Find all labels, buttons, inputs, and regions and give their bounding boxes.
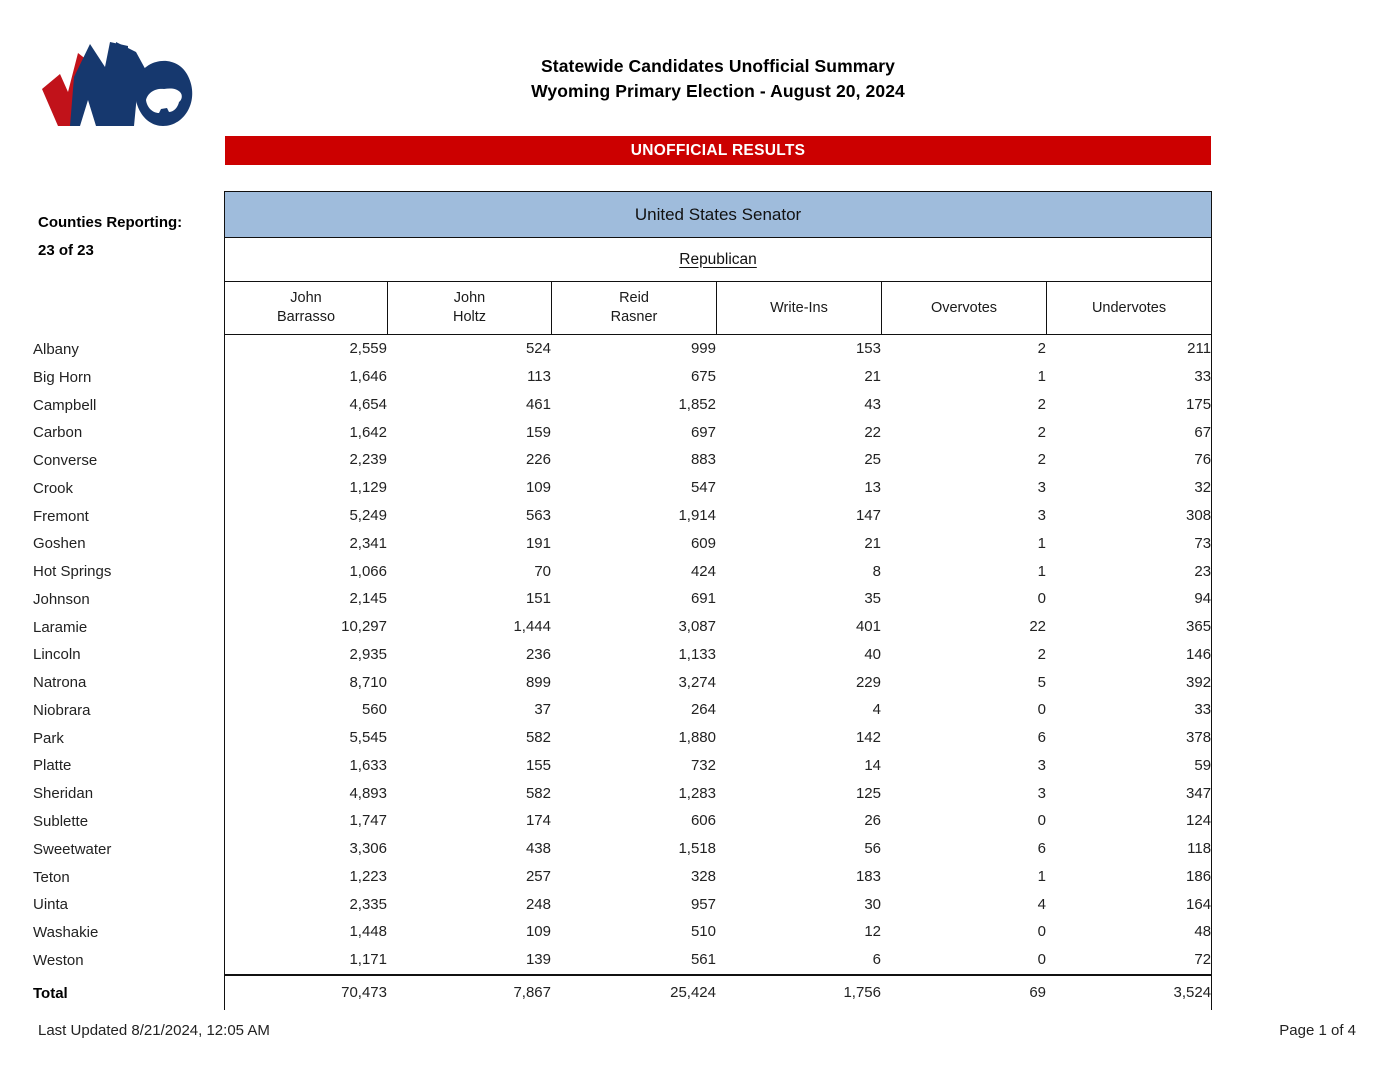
county-name: Laramie — [33, 618, 88, 636]
vote-count-cell: 23 — [1047, 557, 1212, 585]
vote-count-cell: 510 — [690, 923, 716, 941]
county-name: Teton — [33, 868, 70, 886]
vote-count-cell: 73 — [1047, 529, 1212, 557]
county-name: Hot Springs — [33, 563, 112, 581]
vote-count-cell: 424 — [690, 562, 716, 580]
column-header-line-1: John — [290, 290, 322, 306]
column-header-line-1: Write-Ins — [770, 299, 828, 316]
office-header-row — [225, 192, 1212, 238]
vote-count-cell: 1 — [1037, 867, 1046, 885]
vote-count-cell: 883 — [690, 451, 716, 469]
unofficial-results-banner: UNOFFICIAL RESULTS — [225, 136, 1211, 165]
vote-count-cell: 21 — [864, 534, 881, 552]
vote-count-cell: 8 — [872, 562, 881, 580]
vote-count-cell: 609 — [690, 534, 716, 552]
vote-count-cell: 3,274 — [678, 673, 716, 691]
vote-count-cell: 401 — [855, 618, 881, 636]
vote-count-cell: 697 — [690, 423, 716, 441]
vote-count-cell: 226 — [525, 451, 551, 469]
county-name: Carbon — [33, 424, 83, 442]
table-row — [225, 918, 1212, 946]
vote-count-cell: 35 — [864, 590, 881, 608]
county-name: Crook — [33, 479, 74, 497]
vote-count-cell: 2,239 — [225, 446, 388, 474]
vote-count-cell: 378 — [1047, 724, 1212, 752]
vote-count-cell: 0 — [1037, 812, 1046, 830]
vote-count-cell: 2 — [1037, 451, 1046, 469]
table-row — [225, 585, 1212, 613]
vote-count-cell: 1 — [1037, 562, 1046, 580]
total-row — [225, 975, 1212, 1010]
total-value-cell: 3,524 — [1047, 975, 1212, 1010]
vote-count-cell: 33 — [1047, 696, 1212, 724]
table-row — [225, 890, 1212, 918]
page-title — [224, 54, 1212, 104]
table-row — [225, 557, 1212, 585]
vote-count-cell: 2,559 — [225, 335, 388, 363]
county-name: Fremont — [33, 507, 89, 525]
office-title: United States Senator — [225, 192, 1212, 238]
vote-count-cell: 3 — [1037, 756, 1046, 774]
vote-count-cell: 153 — [855, 340, 881, 358]
table-row — [225, 613, 1212, 641]
vote-count-cell: 0 — [1037, 923, 1046, 941]
vote-count-cell: 461 — [525, 395, 551, 413]
column-header-4 — [717, 282, 882, 335]
table-row — [225, 807, 1212, 835]
vote-count-cell: 139 — [525, 951, 551, 969]
title-line-1: Statewide Candidates Unofficial Summary — [541, 56, 895, 76]
column-header-line-1: Overvotes — [930, 299, 998, 316]
vote-count-cell: 5,545 — [225, 724, 388, 752]
counties-reporting — [38, 209, 182, 265]
vote-count-cell: 6 — [872, 951, 881, 969]
vote-count-cell: 606 — [690, 812, 716, 830]
counties-reporting-value: 23 of 23 — [38, 242, 94, 259]
table-row — [225, 863, 1212, 891]
vote-count-cell: 2 — [1037, 395, 1046, 413]
vote-count-cell: 118 — [1047, 835, 1212, 863]
vote-count-cell: 2 — [1037, 340, 1046, 358]
vote-count-cell: 12 — [864, 923, 881, 941]
column-header-5 — [882, 282, 1047, 335]
vote-count-cell: 264 — [690, 701, 716, 719]
vote-count-cell: 547 — [690, 479, 716, 497]
vote-count-cell: 67 — [1047, 418, 1212, 446]
vote-count-cell: 347 — [1047, 779, 1212, 807]
vote-count-cell: 22 — [1029, 618, 1046, 636]
vote-count-cell: 186 — [1047, 863, 1212, 891]
county-name: Sublette — [33, 813, 89, 831]
vote-count-cell: 33 — [1047, 363, 1212, 391]
vote-count-cell: 175 — [1047, 391, 1212, 419]
table-row — [225, 724, 1212, 752]
vote-count-cell: 1,066 — [225, 557, 388, 585]
vote-count-cell: 582 — [525, 784, 551, 802]
column-header-line-2: Holtz — [452, 309, 487, 325]
vote-count-cell: 183 — [855, 867, 881, 885]
vote-count-cell: 2,935 — [225, 640, 388, 668]
vote-count-cell: 2 — [1037, 645, 1046, 663]
vote-count-cell: 30 — [864, 895, 881, 913]
vote-count-cell: 563 — [525, 506, 551, 524]
vote-count-cell: 229 — [855, 673, 881, 691]
total-value-cell: 69 — [882, 975, 1047, 1010]
vote-count-cell: 4 — [1037, 895, 1046, 913]
vote-count-cell: 0 — [1037, 701, 1046, 719]
table-row — [225, 668, 1212, 696]
vote-count-cell: 0 — [1037, 951, 1046, 969]
vote-count-cell: 1,129 — [225, 474, 388, 502]
vote-count-cell: 236 — [525, 645, 551, 663]
party-header-row — [225, 238, 1212, 282]
vote-count-cell: 1,747 — [225, 807, 388, 835]
vote-count-cell: 3 — [1037, 506, 1046, 524]
vote-count-cell: 113 — [527, 368, 551, 386]
county-name: Natrona — [33, 674, 87, 692]
county-name: Sheridan — [33, 785, 94, 803]
vote-count-cell: 146 — [1047, 640, 1212, 668]
vote-count-cell: 1,914 — [678, 506, 716, 524]
vote-count-cell: 308 — [1047, 502, 1212, 530]
county-name: Goshen — [33, 535, 86, 553]
vote-count-cell: 155 — [525, 756, 551, 774]
vote-count-cell: 392 — [1047, 668, 1212, 696]
county-name: Lincoln — [33, 646, 81, 664]
vote-count-cell: 1,880 — [678, 729, 716, 747]
vote-count-cell: 125 — [855, 784, 881, 802]
vote-count-cell: 22 — [864, 423, 881, 441]
vote-count-cell: 2,145 — [225, 585, 388, 613]
column-header-line-1: John — [453, 290, 486, 306]
table-row — [225, 335, 1212, 363]
table-row — [225, 363, 1212, 391]
vote-count-cell: 691 — [690, 590, 716, 608]
page-indicator: Page 1 of 4 — [1279, 1022, 1356, 1039]
vote-count-cell: 1,852 — [678, 395, 716, 413]
vote-count-cell: 48 — [1047, 918, 1212, 946]
vote-count-cell: 1,444 — [513, 618, 551, 636]
vote-count-cell: 732 — [690, 756, 716, 774]
vote-count-cell: 248 — [525, 895, 551, 913]
vote-count-cell: 1,171 — [225, 946, 388, 975]
vote-count-cell: 3,306 — [225, 835, 388, 863]
vote-count-cell: 32 — [1047, 474, 1212, 502]
table-row — [225, 946, 1212, 975]
column-header-row — [225, 282, 1212, 335]
vote-count-cell: 957 — [690, 895, 716, 913]
vote-count-cell: 109 — [525, 479, 551, 497]
vote-count-cell: 6 — [1037, 840, 1046, 858]
vote-count-cell: 37 — [534, 701, 551, 719]
county-name: Weston — [33, 951, 84, 969]
table-row — [225, 696, 1212, 724]
vote-count-cell: 1,518 — [678, 840, 716, 858]
vote-count-cell: 3,087 — [678, 618, 716, 636]
county-name: Converse — [33, 452, 98, 470]
county-name: Campbell — [33, 396, 97, 414]
vote-count-cell: 3 — [1037, 784, 1046, 802]
total-value-cell: 70,473 — [225, 975, 388, 1010]
column-header-line-2: Barrasso — [276, 309, 336, 325]
vote-count-cell: 70 — [534, 562, 551, 580]
vote-count-cell: 76 — [1047, 446, 1212, 474]
table-row — [225, 391, 1212, 419]
vote-count-cell: 1,633 — [225, 751, 388, 779]
vote-count-cell: 6 — [1037, 729, 1046, 747]
vote-count-cell: 174 — [525, 812, 551, 830]
vote-count-cell: 4,893 — [225, 779, 388, 807]
total-value-cell: 1,756 — [717, 975, 882, 1010]
column-header-6 — [1047, 282, 1212, 335]
county-name: Washakie — [33, 924, 99, 942]
vote-count-cell: 1,223 — [225, 863, 388, 891]
vote-count-cell: 1,448 — [225, 918, 388, 946]
table-row — [225, 446, 1212, 474]
table-row — [225, 640, 1212, 668]
vote-count-cell: 147 — [855, 506, 881, 524]
vote-count-cell: 1 — [1037, 368, 1046, 386]
vote-count-cell: 2,341 — [225, 529, 388, 557]
results-table — [224, 191, 1212, 1010]
vote-count-cell: 14 — [864, 756, 881, 774]
last-updated-text: Last Updated 8/21/2024, 12:05 AM — [38, 1022, 270, 1039]
table-row — [225, 779, 1212, 807]
wyoming-wyo-bison-logo — [30, 22, 202, 134]
vote-count-cell: 2 — [1037, 423, 1046, 441]
vote-count-cell: 159 — [525, 423, 551, 441]
vote-count-cell: 438 — [525, 840, 551, 858]
title-line-2: Wyoming Primary Election - August 20, 2024 — [531, 81, 905, 101]
column-header-line-1: Reid — [619, 290, 649, 306]
vote-count-cell: 124 — [1047, 807, 1212, 835]
vote-count-cell: 365 — [1047, 613, 1212, 641]
county-name: Johnson — [33, 590, 90, 608]
vote-count-cell: 1,642 — [225, 418, 388, 446]
county-name: Uinta — [33, 896, 69, 914]
vote-count-cell: 94 — [1047, 585, 1212, 613]
vote-count-cell: 1,283 — [678, 784, 716, 802]
results-table-body — [225, 335, 1212, 1010]
vote-count-cell: 72 — [1047, 946, 1212, 975]
total-label: Total — [33, 984, 68, 1002]
vote-count-cell: 5 — [1037, 673, 1046, 691]
vote-count-cell: 59 — [1047, 751, 1212, 779]
vote-count-cell: 164 — [1047, 890, 1212, 918]
vote-count-cell: 40 — [864, 645, 881, 663]
county-name-column — [33, 336, 218, 1009]
vote-count-cell: 5,249 — [225, 502, 388, 530]
vote-count-cell: 191 — [525, 534, 551, 552]
vote-count-cell: 560 — [225, 696, 388, 724]
table-row — [225, 502, 1212, 530]
vote-count-cell: 43 — [864, 395, 881, 413]
vote-count-cell: 1,646 — [225, 363, 388, 391]
column-header-2 — [388, 282, 552, 335]
vote-count-cell: 3 — [1037, 479, 1046, 497]
county-name: Niobrara — [33, 701, 91, 719]
county-name: Albany — [33, 341, 79, 358]
party-title — [225, 238, 1212, 282]
vote-count-cell: 142 — [855, 729, 881, 747]
county-name: Big Horn — [33, 368, 92, 386]
county-name: Sweetwater — [33, 840, 112, 858]
table-row — [225, 529, 1212, 557]
vote-count-cell: 0 — [1037, 590, 1046, 608]
vote-count-cell: 56 — [864, 840, 881, 858]
vote-count-cell: 8,710 — [225, 668, 388, 696]
table-row — [225, 474, 1212, 502]
table-row — [225, 751, 1212, 779]
vote-count-cell: 675 — [690, 368, 716, 386]
vote-count-cell: 211 — [1047, 335, 1212, 363]
vote-count-cell: 582 — [525, 729, 551, 747]
vote-count-cell: 21 — [864, 368, 881, 386]
vote-count-cell: 4,654 — [225, 391, 388, 419]
county-name: Platte — [33, 757, 72, 775]
vote-count-cell: 1 — [1037, 534, 1046, 552]
vote-count-cell: 524 — [525, 340, 551, 358]
total-value-cell: 25,424 — [552, 975, 717, 1010]
vote-count-cell: 25 — [864, 451, 881, 469]
vote-count-cell: 2,335 — [225, 890, 388, 918]
column-header-line-1: Undervotes — [1091, 299, 1167, 316]
vote-count-cell: 999 — [690, 340, 716, 358]
vote-count-cell: 1,133 — [678, 645, 716, 663]
party-label: Republican — [679, 250, 757, 268]
table-row — [225, 418, 1212, 446]
vote-count-cell: 109 — [525, 923, 551, 941]
counties-reporting-label: Counties Reporting: — [38, 214, 183, 231]
vote-count-cell: 4 — [872, 701, 881, 719]
table-row — [225, 835, 1212, 863]
vote-count-cell: 13 — [864, 479, 881, 497]
vote-count-cell: 561 — [690, 951, 716, 969]
column-header-line-2: Rasner — [610, 309, 658, 325]
vote-count-cell: 10,297 — [225, 613, 388, 641]
column-header-1 — [225, 282, 388, 335]
vote-count-cell: 257 — [525, 867, 551, 885]
vote-count-cell: 899 — [525, 673, 551, 691]
county-name: Park — [33, 729, 64, 747]
vote-count-cell: 328 — [690, 867, 716, 885]
vote-count-cell: 151 — [525, 590, 551, 608]
column-header-3 — [552, 282, 717, 335]
total-value-cell: 7,867 — [388, 975, 552, 1010]
vote-count-cell: 26 — [864, 812, 881, 830]
